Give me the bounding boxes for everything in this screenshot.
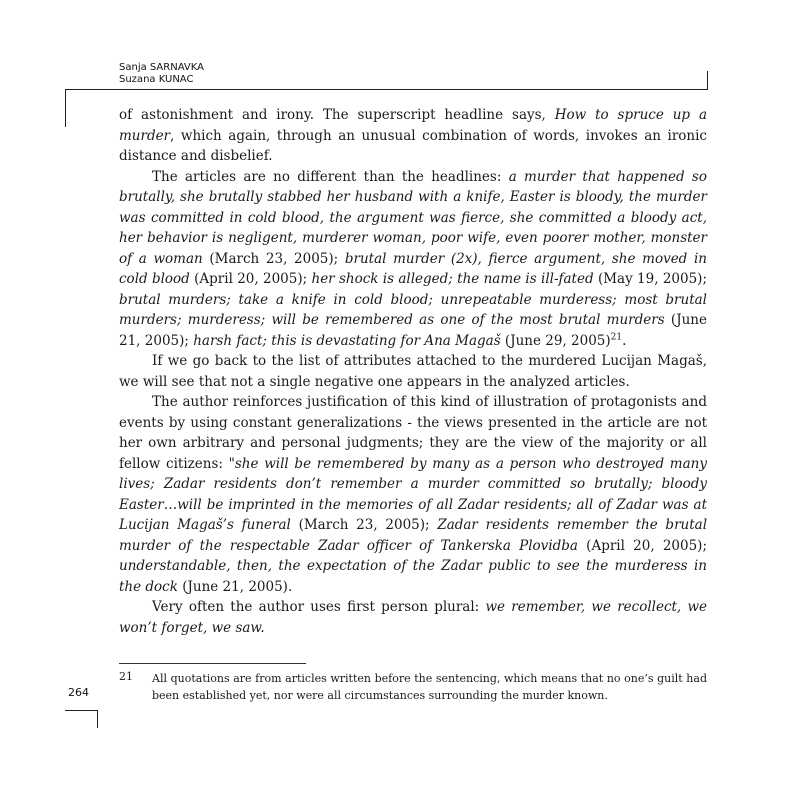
footnote-text: All quotations are from articles written before the sentencing, which means that no one’s guilt had been established yet, nor were all circumstances surrounding the murder known. bbox=[152, 672, 707, 702]
footnote-rule bbox=[119, 663, 306, 664]
italic-quote: Zadar residents remember the brutal murder of the respectable Zadar officer of Tankerska Plovidba bbox=[119, 517, 708, 554]
author-name-1: Sanja SARNAVKA bbox=[119, 62, 204, 73]
text-run: (April 20, 2005); bbox=[189, 271, 312, 287]
text-run: (March 23, 2005); bbox=[290, 517, 438, 533]
italic-quote: she will be remembered by many as a person who destroyed many lives; Zadar residents don’t remember a murder committed so brutally; bloody Easter…will be imprinted in the memories of all Zadar residents; all of Zadar was at Lucijan Magaš’s funeral bbox=[119, 455, 707, 533]
paragraph-2 bbox=[119, 167, 707, 352]
italic-quote: harsh fact; this is devastating for Ana Magaš bbox=[193, 332, 501, 349]
running-header bbox=[119, 62, 204, 86]
text-run: Very often the author uses first person plural: bbox=[152, 599, 486, 615]
italic-quote: her shock is alleged; the name is ill-fated bbox=[311, 271, 594, 287]
frame-bottom-tick bbox=[97, 710, 98, 728]
text-run: . bbox=[622, 332, 627, 349]
text-run: (May 19, 2005); bbox=[593, 271, 707, 287]
paragraph-3 bbox=[119, 351, 707, 392]
frame-right-top-rule bbox=[707, 71, 708, 90]
italic-quote: How to spruce up a murder bbox=[119, 107, 707, 144]
body-text bbox=[119, 105, 707, 638]
footnote bbox=[119, 670, 707, 704]
italic-quote: brutal murder (2x), fierce argument, she moved in cold blood bbox=[119, 250, 708, 287]
italic-quote: we remember, we recollect, we won’t forget, we saw. bbox=[119, 599, 708, 636]
text-run: (June 21, 2005). bbox=[177, 578, 293, 595]
paragraph-5 bbox=[119, 597, 707, 638]
frame-left-top-rule bbox=[65, 89, 66, 127]
text-run: The articles are no different than the headlines: bbox=[152, 168, 509, 185]
page-number: 264 bbox=[68, 686, 89, 699]
text-run: (June 21, 2005); bbox=[119, 312, 707, 349]
text-run: , which again, through an unusual combination of words, invokes an ironic distance and disbelief. bbox=[119, 127, 707, 164]
paragraph-1 bbox=[119, 105, 707, 167]
italic-quote: a murder that happened so brutally, she brutally stabbed her husband with a knife, Easter is bloody, the murder was committed in cold blood, the argument was fierce, she committed a bloody act, her behavior is negligent, murderer woman, poor wife, even poorer mother, monster of a woman bbox=[119, 168, 707, 267]
paragraph-4 bbox=[119, 392, 707, 597]
author-name-2: Suzana KUNAC bbox=[119, 74, 194, 85]
italic-quote: understandable, then, the expectation of the Zadar public to see the murderess in the dock bbox=[119, 558, 707, 595]
italic-quote: brutal murders; take a knife in cold blood; unrepeatable murderess; most brutal murders; murderess; will be remembered as one of the most brutal murders bbox=[119, 291, 707, 328]
footnote-reference: 21 bbox=[610, 332, 623, 342]
text-run: (June 29, 2005) bbox=[500, 332, 611, 349]
text-run: The author reinforces justification of this kind of illustration of protagonists and events by using constant generalizations - the views presented in the article are not her own arbitrary and personal judgments; they are the view of the majority or all fellow citizens: " bbox=[119, 394, 707, 472]
text-run: of astonishment and irony. The superscript headline says, bbox=[119, 107, 555, 123]
footnote-number: 21 bbox=[119, 670, 133, 683]
text-run: (April 20, 2005); bbox=[577, 537, 708, 554]
header-rule bbox=[65, 89, 708, 90]
frame-left-bottom-rule bbox=[65, 710, 97, 711]
text-run: If we go back to the list of attributes attached to the murdered Lucijan Magaš, we will see that not a single negative one appears in the analyzed articles. bbox=[119, 353, 707, 390]
text-run: (March 23, 2005); bbox=[202, 250, 345, 267]
